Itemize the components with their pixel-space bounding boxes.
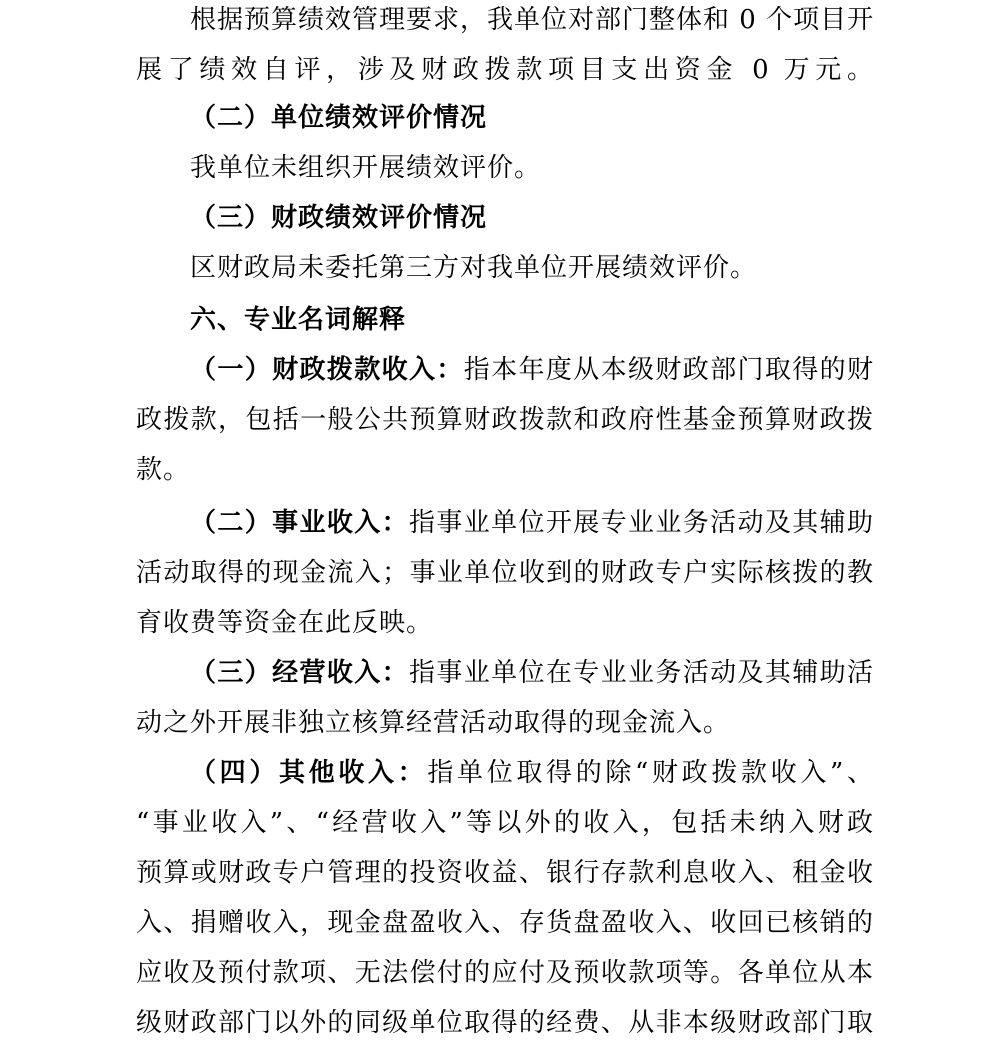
definition-term: （三）经营收入：: [190, 658, 409, 688]
paragraph-line: 育收费等资金在此反映。: [136, 608, 434, 638]
paragraph-line: 根据预算绩效管理要求，我单位对部门整体和 0 个项目开: [190, 5, 875, 35]
paragraph-line: 活动取得的现金流入；事业单位收到的财政专户实际核拨的教: [136, 558, 874, 588]
definition-first-line: [190, 350, 874, 390]
paragraph-line: “事业收入”、“经营收入”等以外的收入，包括未纳入财政: [136, 808, 874, 838]
definition-text: 指事业单位在专业业务活动及其辅助活: [409, 658, 874, 688]
definition-text: 指本年度从本级财政部门取得的财: [463, 355, 874, 385]
paragraph-line: 款。: [136, 455, 191, 485]
paragraph-line: 区财政局未委托第三方对我单位开展绩效评价。: [190, 253, 758, 283]
definition-first-line: [190, 653, 874, 693]
chapter-heading: 六、专业名词解释: [190, 305, 407, 335]
paragraph-line: 动之外开展非独立核算经营活动取得的现金流入。: [136, 708, 731, 738]
paragraph-line: 我单位未组织开展绩效评价。: [190, 153, 542, 183]
definition-first-line: [190, 753, 874, 793]
definition-first-line: [190, 503, 874, 543]
definition-text: 指单位取得的除“财政拨款收入”、: [427, 758, 874, 788]
paragraph-line: 政拨款，包括一般公共预算财政拨款和政府性基金预算财政拨: [136, 405, 874, 435]
definition-term: （四）其他收入：: [190, 758, 428, 788]
paragraph-line: 展了绩效自评，涉及财政拨款项目支出资金 0 万元。: [136, 55, 874, 85]
paragraph-line: 入、捐赠收入，现金盘盈收入、存货盘盈收入、收回已核销的: [136, 908, 874, 938]
paragraph-line: 级财政部门以外的同级单位取得的经费、从非本级财政部门取: [136, 1008, 874, 1038]
definition-text: 指事业单位开展专业业务活动及其辅助: [409, 508, 874, 538]
paragraph-line: 应收及预付款项、无法偿付的应付及预收款项等。各单位从本: [136, 958, 874, 988]
section-heading: （二）单位绩效评价情况: [190, 103, 488, 133]
definition-term: （二）事业收入：: [190, 508, 409, 538]
section-heading: （三）财政绩效评价情况: [190, 203, 488, 233]
paragraph-line: 预算或财政专户管理的投资收益、银行存款利息收入、租金收: [136, 858, 874, 888]
definition-term: （一）财政拨款收入：: [190, 355, 464, 385]
